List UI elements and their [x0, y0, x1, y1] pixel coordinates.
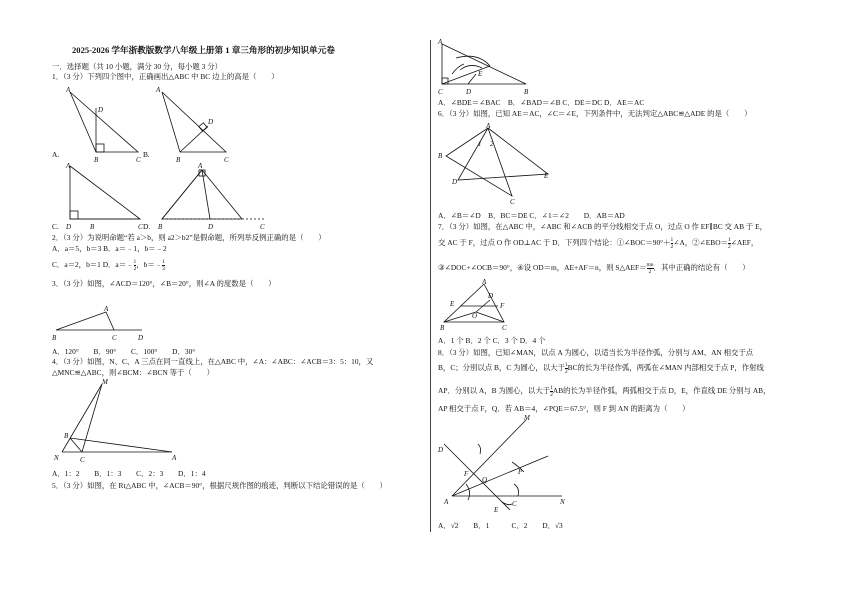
q7-options: A．1 个 B．2 个 C．3 个 D．4 个 [438, 336, 546, 345]
q6-label-c: C [510, 198, 515, 206]
q7-frac-mn [647, 262, 654, 275]
q2-frac-b-num: 1 [162, 259, 165, 265]
q2-option-text: C．a＝2，b＝1 D．a＝﹣ [52, 260, 134, 270]
q2-option-text-b: ，b＝﹣ [136, 260, 163, 270]
q4-label-m: M [102, 378, 108, 386]
q4-label-b: B [64, 432, 69, 440]
q8-options: A．√2 B．1 C．2 D．√3 [438, 521, 563, 530]
q8-line4: AP 相交于点 F，Q．若 AB＝4，∠PQE＝67.5°，则 F 到 AN 的距离为（ ） [438, 404, 690, 413]
q7-label-b: B [440, 324, 445, 332]
q1a-label-a: A [66, 86, 71, 94]
q1d-label-d: D [208, 223, 214, 231]
q7-line3-text-a: ③∠DOC+∠OCB＝90°，④设 OD＝m，AE+AF＝n，则 S△AEF＝ [438, 263, 647, 273]
page-title: 2025-2026 学年浙教版数学八年级上册第 1 章三角形的初步知识单元卷 [72, 45, 335, 55]
q6-label-a: A [486, 122, 491, 130]
q6-label-1: 1 [478, 140, 482, 148]
q7-line2-text-a: 交 AC 于 F，过点 O 作 OD⊥AC 于 D．下列四个结论：①∠BOC＝90°＋ [438, 238, 671, 248]
q1-option-a: A. [52, 150, 60, 159]
q1d-label-c: C [260, 223, 265, 231]
q5-label-e: E [478, 70, 483, 78]
q8-label-n: N [560, 498, 565, 506]
q2-fraction-b [162, 259, 165, 272]
q3-stem: 3．（3 分）如图，∠ACD＝120°，∠B＝20°，则∠A 的度数是（ ） [52, 279, 276, 288]
q8-label-e: E [494, 506, 499, 514]
q1d-label-a: A [198, 162, 203, 170]
q5-label-b: B [524, 88, 529, 96]
q1c-label-c: C [138, 223, 143, 231]
q1a-label-c: C [136, 156, 141, 164]
q7-line3 [438, 262, 750, 275]
q7-frac-half-2-num: 1 [727, 237, 731, 243]
q7-label-d: D [488, 292, 494, 300]
q7-label-c: C [502, 324, 507, 332]
q8-frac-2-den: 2 [550, 392, 553, 398]
q5-label-d: D [466, 88, 472, 96]
q1a-label-d: D [98, 106, 104, 114]
q1d-label-b: B [158, 223, 163, 231]
q7-frac-half-1-den: 2 [670, 244, 674, 250]
q1a-label-b: B [94, 156, 99, 164]
q7-frac-half-1-num: 1 [670, 237, 674, 243]
q2-frac-b-den: 3 [162, 266, 165, 272]
q2-stem: 2．（3 分）为说明命题“若 a＞b，则 a2＞b2”是假命题，所列举反例正确的是（ ） [52, 233, 326, 242]
q1b-label-a: A [156, 86, 161, 94]
q1b-label-d: D [208, 118, 214, 126]
q8-label-d: D [438, 446, 444, 454]
q7-label-e: E [450, 300, 455, 308]
q5-options: A．∠BDE＝∠BAC B．∠BAD＝∠B C．DE＝DC D．AE＝AC [438, 98, 645, 107]
q6-options: A．∠B＝∠D B．BC＝DE C．∠1＝∠2 D．AB＝AD [438, 211, 625, 220]
q1-figures [52, 86, 422, 236]
column-divider [430, 40, 431, 532]
q8-line2 [438, 362, 764, 375]
q6-label-e: E [544, 172, 549, 180]
q8-line3 [438, 385, 770, 398]
q7-frac-mn-den: 2 [648, 269, 652, 275]
q8-label-q: Q [482, 476, 488, 484]
q8-line1: 8．（3 分）如图，已知∠MAN，以点 A 为圆心，以适当长为半径作弧，分别与 AM、AN 相交于点 [438, 348, 754, 357]
q6-label-d: D [452, 178, 458, 186]
q3-label-d: D [138, 334, 144, 342]
q7-line1: 7．（3 分）如图，在△ABC 中，∠ABC 和∠ACB 的平分线相交于点 O，过点 O 作 EF∥BC 交 AB 于 E， [438, 222, 768, 231]
q7-line2-text-b: ∠A，②∠EBO＝ [673, 238, 728, 248]
q4-stem-line2: △MNC≌△ABC，则∠BCM：∠BCN 等于（ ） [52, 368, 214, 377]
q8-figure [438, 414, 578, 514]
q8-line3-text-b: AB的长为半径作弧，两弧相交于点 D，E，作直线 DE 分别与 AB， [552, 386, 771, 396]
q4-label-a: A [172, 454, 177, 462]
q8-line2-text-a: B，C；分别以点 B，C 为圆心，以大于 [438, 363, 565, 373]
q1c-label-d: D [66, 223, 72, 231]
q4-options: A．1：2 B．1：3 C．2：3 D．1：4 [52, 469, 206, 478]
q8-frac-1-num: 1 [564, 362, 568, 368]
q2-options-line2 [52, 259, 165, 272]
q8-line3-text-a: AP．分别以 A，B 为圆心，以大于 [438, 386, 551, 396]
q4-stem-line1: 4．（3 分）如图，N、C、A 三点在同一直线上，在△ABC 中，∠A：∠ABC：∠ACB＝3：5：10，又 [52, 357, 374, 366]
q7-frac-half-2-den: 2 [727, 244, 731, 250]
q7-line3-text-b: ．其中正确的结论有（ ） [653, 263, 750, 273]
q3-options: A．120° B．90° C．100° D．30° [52, 347, 196, 356]
section-heading: 一．选择题（共 10 小题，满分 30 分，每小题 3 分） [52, 62, 222, 71]
q7-line2 [438, 237, 758, 250]
q5-stem: 5．（3 分）如图，在 Rt△ABC 中，∠ACB＝90°，根据尺规作图的痕迹，判断以下结论错误的是（ ） [52, 481, 387, 490]
q1b-label-b: B [176, 156, 181, 164]
q4-figure [52, 380, 182, 466]
q1-option-d: D. [143, 222, 151, 231]
q7-label-a: A [482, 278, 487, 286]
q8-label-f: F [464, 470, 469, 478]
q5-label-c: C [438, 88, 443, 96]
q2-options-line1: A．a＝5，b＝3 B．a＝﹣1，b＝﹣2 [52, 244, 167, 253]
q1b-label-c: C [224, 156, 229, 164]
q4-label-c: C [80, 456, 85, 464]
q1-option-b: B. [143, 150, 150, 159]
q8-label-m: M [524, 414, 530, 422]
q8-line2-text-b: BC的长为半径作弧，两弧在∠MAN 内部相交于点 P，作射线 [567, 363, 764, 373]
q8-label-c: C [512, 500, 517, 508]
q6-stem: 6．（3 分）如图，已知 AE＝AC，∠C＝∠E，下列条件中，无法判定△ABC≌△ADE 的是（ ） [438, 109, 752, 118]
q8-frac-1-den: 2 [564, 369, 568, 375]
q7-label-f: F [500, 302, 505, 310]
q2-frac-a-den: 2 [133, 266, 137, 272]
q1c-label-b: B [90, 223, 95, 231]
q2-frac-a-num: 1 [133, 259, 137, 265]
q6-figure [438, 122, 558, 206]
q6-label-b: B [438, 152, 443, 160]
q3-label-b: B [52, 334, 57, 342]
q5-figure [438, 40, 538, 98]
q7-figure [438, 280, 518, 332]
q8-frac-2-num: 1 [550, 385, 553, 391]
q7-label-o: O [472, 312, 478, 320]
q7-line2-text-c: ∠AEF， [730, 238, 759, 248]
q3-figure [52, 302, 152, 342]
q8-label-p: P [518, 468, 523, 476]
q7-frac-mn-num: mn [646, 262, 654, 268]
q8-label-a: A [444, 498, 449, 506]
q1c-label-a: A [66, 162, 71, 170]
q1-stem: 1．（3 分）下列四个图中，正确画出△ABC 中 BC 边上的高是（ ） [52, 72, 279, 81]
q4-label-n: N [54, 454, 59, 462]
q3-label-a: A [104, 305, 109, 313]
q5-label-a: A [438, 38, 443, 46]
q3-label-c: C [112, 334, 117, 342]
q1-option-c: C. [52, 222, 59, 231]
q6-label-2: 2 [490, 140, 494, 148]
